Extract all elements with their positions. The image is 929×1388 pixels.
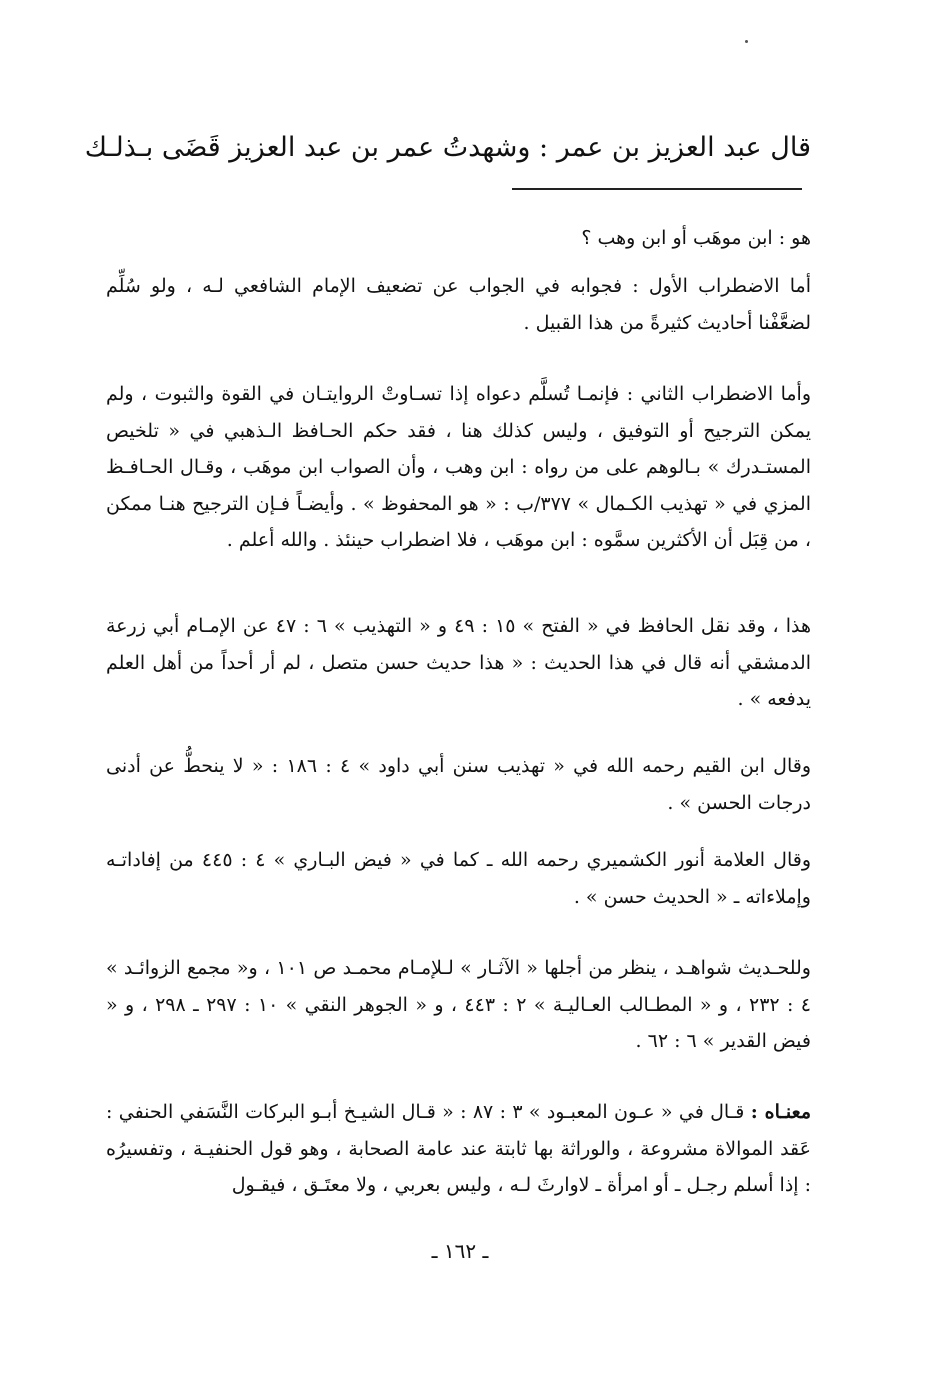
paragraph-lead: معنـاه : xyxy=(750,1101,812,1123)
heading-rule xyxy=(512,188,802,190)
paragraph-text: أما الاضطراب الأول : فجوابه في الجواب عن تضعيف الإمام الشافعي لـه ، ولو سُلِّم لضعَّفْنا أحاديث كثيرةً من هذا القبيل . xyxy=(106,275,811,334)
page-heading: قال عبد العزيز بن عمر : وشهدتُ عمر بن عبد العزيز قَضَى بـذلـك xyxy=(84,132,811,163)
scan-speck xyxy=(745,40,748,43)
paragraph-text: وللحـديث شواهـد ، ينظر من أجلها « الآثـار » لـلإمـام محمـد ص ١٠١ ، و« مجمع الزوائـد » ٤ : ٢٣٢ ، و « المطـالب العـاليـة » ٢ : ٤٤٣ ، و « الجوهر النقي » ١٠ : ٢٩٧ ـ ٢٩٨ ، و « فيض القدير » ٦ : ٦٢ . xyxy=(106,957,811,1052)
paragraph-text xyxy=(106,1094,811,1204)
paragraph-kashmiri xyxy=(106,842,811,915)
paragraph-body: قـال في « عـون المعبـود » ٣ : ٨٧ : « قـال الشيـخ أبـو البركات النَّسَفي الحنفي : عَقد الموالاة مشروعة ، والوراثة بها ثابتة عند عامة الصحابة ، وهو قول الحنفيـة ، وتفسيرُه : إذا أسلم رجـل ـ أو امرأة ـ لاوارثَ لـه ، وليس بعربي ، ولا معتَـق ، فيقـول xyxy=(106,1101,811,1196)
paragraph-text: وأما الاضطراب الثاني : فإنمـا تُسلَّم دعواه إذا تسـاوتْ الروايتـان في القوة والثبوت ، ولم يمكن الترجيح أو التوفيق ، وليس كذلك هنا ، فقد حكم الحـافظ الـذهبي في « تلخيص المستـدرك » بـالوهم على من رواه : ابن وهب ، وأن الصواب ابن موهَب ، وقـال الحـافـظ المزي في « تهذيب الكـمال » ٣٧٧/ب : « هو المحفوظ » . وأيضـاً فـإن الترجيح هنـا ممكن ، من قِبَل أن الأكثرين سمَّوه : ابن موهَب ، فلا اضطراب حينئذ . والله أعلم . xyxy=(106,383,811,551)
paragraph-witnesses xyxy=(106,950,811,1060)
paragraph-second-disturbance xyxy=(106,376,811,559)
paragraph-question xyxy=(106,220,811,257)
paragraph-text: هو : ابن موهَب أو ابن وهب ؟ xyxy=(581,227,811,249)
paragraph-meaning xyxy=(106,1094,811,1204)
paragraph-text: وقال العلامة أنور الكشميري رحمه الله ـ كما في « فيض البـاري » ٤ : ٤٤٥ من إفاداتـه وإملاءاته ـ « الحديث حسن » . xyxy=(106,849,811,908)
paragraph-text: وقال ابن القيم رحمه الله في « تهذيب سنن أبي داود » ٤ : ١٨٦ : « لا ينحطُّ عن أدنى درجات الحسن » . xyxy=(106,755,811,814)
page-number: ـ ١٦٢ ـ xyxy=(431,1239,489,1263)
paragraph-ibn-qayyim xyxy=(106,748,811,821)
paragraph-first-disturbance xyxy=(106,268,811,341)
paragraph-text: هذا ، وقد نقل الحافظ في « الفتح » ١٥ : ٤٩ و « التهذيب » ٦ : ٤٧ عن الإمـام أبي زرعة الدمشقي أنه قال في هذا الحديث : « هذا حديث حسن متصل ، لم أر أحداً من أهل العلم يدفعه » . xyxy=(106,615,812,710)
paragraph-fath-citation xyxy=(106,608,811,718)
